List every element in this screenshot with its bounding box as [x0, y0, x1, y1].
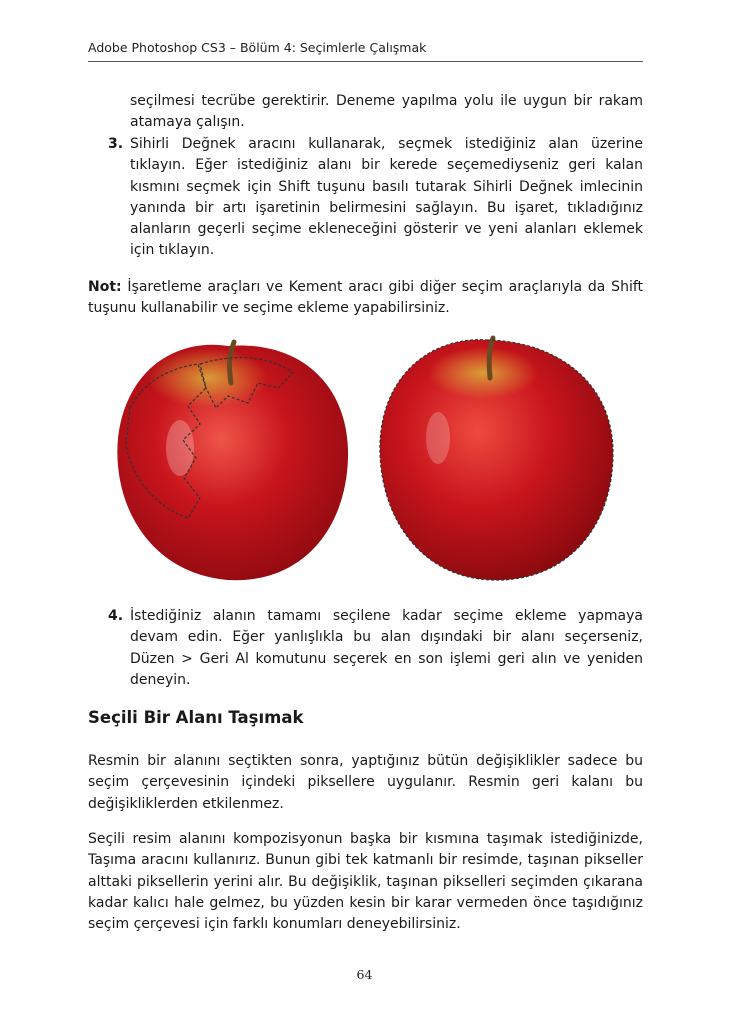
step-text: Sihirli Değnek aracını kullanarak, seçmek istediğiniz alan üzerine tıklayın. Eğer istediğiniz alanı bir kerede seçemediyseniz geri kalan kısmını seçmek için Shift tuşunu basılı tutarak Sihirli Değnek imlecinin yanında bir artı işaretinin belirmesini sağlayın. Bu işaret, tıkladığınız alanların geçerli seçime ekleneceğini gösterir ve yeni alanları eklemek için tıklayın. — [130, 136, 643, 259]
page-number: 64 — [356, 967, 373, 982]
body-paragraph: Resmin bir alanını seçtikten sonra, yaptığınız bütün değişiklikler sadece bu seçim çerçevesinin içindeki piksellere uygulanır. Resmin geri kalanı bu değişikliklerden etkilenmez. — [88, 753, 643, 812]
body-paragraph: Seçili resim alanını kompozisyonun başka bir kısmına taşımak istediğinizde, Taşıma aracını kullanırız. Bunun gibi tek katmanlı bir resimde, taşınan pikseller alttaki piksellerin yerini alır. Bu değişiklik, taşınan pikselleri seçimden çıkarana kadar kalıcı hale gelmez, bu yüzden kesin bir karar vermeden önce taşıdığınız seçim çerçevesi için farklı konumları deneyebilirsiniz. — [88, 831, 643, 933]
list-item-continuation: seçilmesi tecrübe gerektirir. Deneme yapılma yolu ile uygun bir rakam atamaya çalışın. — [130, 93, 643, 131]
note-text: İşaretleme araçları ve Kement aracı gibi diğer seçim araçlarıyla da Shift tuşunu kullanabilir ve seçime ekleme yapabilirsiniz. — [88, 279, 643, 317]
right-apple — [380, 338, 613, 580]
note-label: Not: — [88, 279, 122, 295]
section-heading: Seçili Bir Alanı Taşımak — [88, 708, 304, 727]
note-paragraph — [88, 277, 643, 320]
step-number: 3. — [108, 136, 124, 152]
step-number: 4. — [108, 608, 124, 624]
apple-illustration — [88, 328, 643, 590]
step-3 — [108, 134, 643, 262]
header-divider — [88, 61, 643, 62]
apple-selection-figure — [88, 328, 643, 590]
running-header: Adobe Photoshop CS3 – Bölüm 4: Seçimlerle Çalışmak — [88, 40, 427, 55]
step-4 — [108, 606, 643, 691]
step-text: İstediğiniz alanın tamamı seçilene kadar seçime ekleme yapmaya devam edin. Eğer yanlışlıkla bu alan dışındaki bir alanı seçerseniz, Düzen > Geri Al komutunu seçerek en son işlemi geri alın ve yeniden deneyin. — [130, 608, 643, 688]
left-apple — [117, 342, 348, 580]
